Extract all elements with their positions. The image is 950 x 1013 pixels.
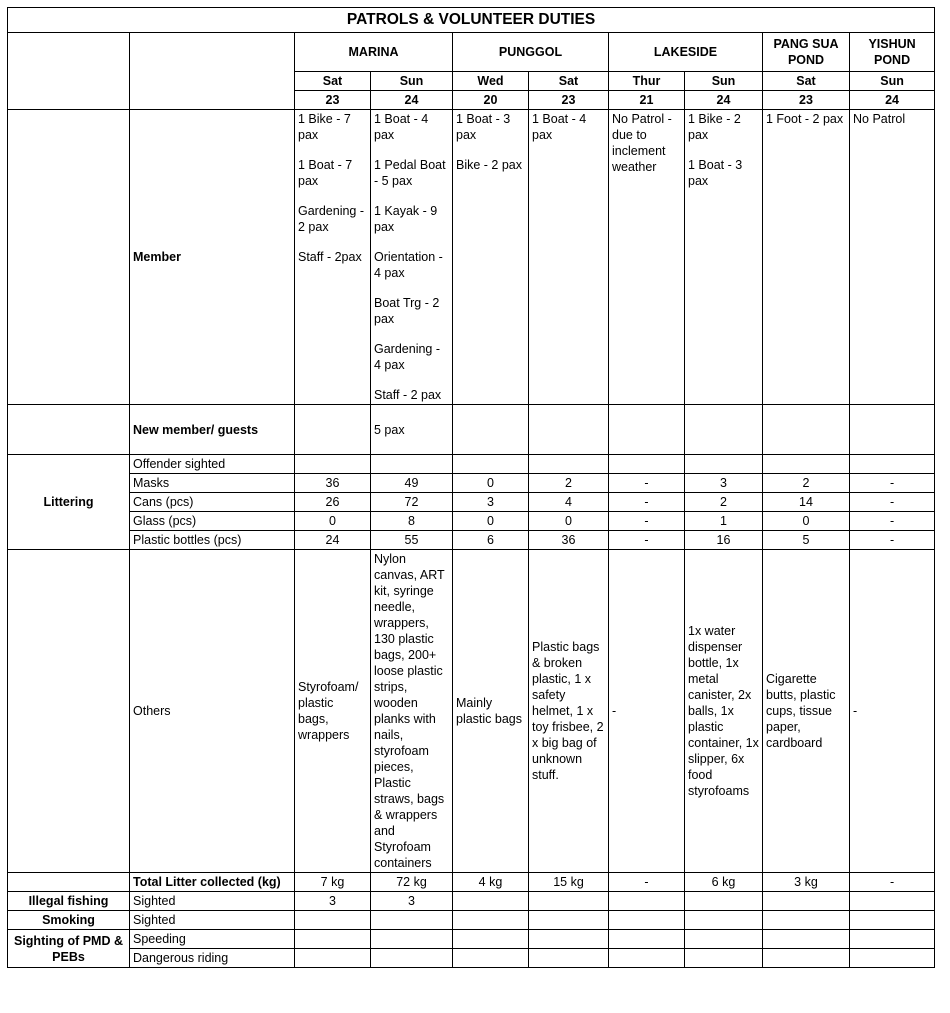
guests-cell <box>609 405 685 455</box>
guests-cell <box>529 405 609 455</box>
day-cell: Sat <box>529 72 609 91</box>
smoking-cell <box>609 911 685 930</box>
smoking-cell <box>453 911 529 930</box>
date-cell: 23 <box>763 91 850 110</box>
others-cell: Plastic bags & broken plastic, 1 x safety helmet, 1 x toy frisbee, 2 x big bag of unknown stuff. <box>529 550 609 873</box>
glass-row <box>8 512 935 531</box>
plastic-bottles-cell: 24 <box>295 531 371 550</box>
day-cell: Sat <box>295 72 371 91</box>
dangerous-riding-cell <box>763 949 850 968</box>
guests-cell <box>763 405 850 455</box>
location-marina: MARINA <box>295 33 453 72</box>
smoking-cell <box>685 911 763 930</box>
dangerous-riding-cell <box>609 949 685 968</box>
smoking-label: Sighted <box>130 911 295 930</box>
member-entry: Bike - 2 pax <box>456 158 523 172</box>
offender-cell <box>609 455 685 474</box>
masks-cell: 0 <box>453 474 529 493</box>
smoking-cell <box>850 911 935 930</box>
glass-cell: 0 <box>529 512 609 531</box>
glass-label: Glass (pcs) <box>130 512 295 531</box>
smoking-section-label: Smoking <box>8 911 130 930</box>
plastic-bottles-label: Plastic bottles (pcs) <box>130 531 295 550</box>
total-litter-cell: 3 kg <box>763 873 850 892</box>
member-cell <box>685 110 763 405</box>
total-litter-row <box>8 873 935 892</box>
offender-label: Offender sighted <box>130 455 295 474</box>
location-pang-sua-pond: PANG SUA POND <box>763 33 850 72</box>
member-entry: 1 Boat - 3 pax <box>688 158 743 188</box>
dangerous-riding-cell <box>850 949 935 968</box>
smoking-cell <box>529 911 609 930</box>
member-entry: Gardening - 4 pax <box>374 342 441 372</box>
glass-cell: 1 <box>685 512 763 531</box>
member-entry: Gardening - 2 pax <box>298 204 365 234</box>
others-cell: Styrofoam/ plastic bags, wrappers <box>295 550 371 873</box>
offender-cell <box>850 455 935 474</box>
header-blank-1 <box>8 33 130 110</box>
guests-cell <box>295 405 371 455</box>
guests-cell <box>850 405 935 455</box>
illegal-fishing-cell <box>453 892 529 911</box>
member-entry: 1 Kayak - 9 pax <box>374 204 438 234</box>
masks-cell: - <box>609 474 685 493</box>
guests-cell <box>685 405 763 455</box>
member-entry: Staff - 2pax <box>298 250 362 264</box>
member-entry: 1 Boat - 4 pax <box>532 112 587 142</box>
plastic-bottles-row <box>8 531 935 550</box>
littering-section-label: Littering <box>8 455 130 550</box>
illegal-fishing-cell: 3 <box>371 892 453 911</box>
plastic-bottles-cell: 55 <box>371 531 453 550</box>
others-cell: Mainly plastic bags <box>453 550 529 873</box>
speeding-cell <box>609 930 685 949</box>
offender-cell <box>529 455 609 474</box>
glass-cell: 8 <box>371 512 453 531</box>
date-cell: 23 <box>529 91 609 110</box>
patrol-report-table <box>7 7 935 968</box>
member-cell <box>371 110 453 405</box>
member-row <box>8 110 935 405</box>
member-entry: Boat Trg - 2 pax <box>374 296 440 326</box>
offender-row <box>8 455 935 474</box>
others-cell: 1x water dispenser bottle, 1x metal canister, 2x balls, 1x plastic container, 1x slipper, 6x food styrofoams <box>685 550 763 873</box>
member-section-blank <box>8 110 130 405</box>
illegal-fishing-cell <box>763 892 850 911</box>
day-cell: Thur <box>609 72 685 91</box>
smoking-cell <box>295 911 371 930</box>
member-entry: No Patrol <box>853 112 906 126</box>
member-cell <box>295 110 371 405</box>
illegal-fishing-label: Sighted <box>130 892 295 911</box>
others-cell: - <box>609 550 685 873</box>
date-cell: 24 <box>371 91 453 110</box>
member-entry: 1 Boat - 7 pax <box>298 158 353 188</box>
member-entry: No Patrol - due to inclement weather <box>612 112 672 174</box>
dangerous-riding-label: Dangerous riding <box>130 949 295 968</box>
day-cell: Wed <box>453 72 529 91</box>
plastic-bottles-cell: - <box>850 531 935 550</box>
pmd-section-label: Sighting of PMD & PEBs <box>8 930 130 968</box>
date-cell: 23 <box>295 91 371 110</box>
illegal-fishing-cell: 3 <box>295 892 371 911</box>
total-litter-cell: - <box>850 873 935 892</box>
location-yishun-pond: YISHUN POND <box>850 33 935 72</box>
glass-cell: - <box>609 512 685 531</box>
others-section-blank <box>8 550 130 873</box>
date-cell: 24 <box>685 91 763 110</box>
total-litter-label: Total Litter collected (kg) <box>130 873 295 892</box>
glass-cell: - <box>850 512 935 531</box>
smoking-cell <box>763 911 850 930</box>
offender-cell <box>295 455 371 474</box>
report-title: PATROLS & VOLUNTEER DUTIES <box>8 8 935 33</box>
cans-cell: 72 <box>371 493 453 512</box>
masks-cell: - <box>850 474 935 493</box>
speeding-row <box>8 930 935 949</box>
speeding-cell <box>295 930 371 949</box>
guests-section-blank <box>8 405 130 455</box>
glass-cell: 0 <box>763 512 850 531</box>
member-entry: 1 Boat - 3 pax <box>456 112 511 142</box>
total-section-blank <box>8 873 130 892</box>
dangerous-riding-cell <box>529 949 609 968</box>
member-entry: 1 Pedal Boat - 5 pax <box>374 158 446 188</box>
cans-cell: - <box>850 493 935 512</box>
total-litter-cell: 4 kg <box>453 873 529 892</box>
total-litter-cell: - <box>609 873 685 892</box>
others-row <box>8 550 935 873</box>
day-cell: Sat <box>763 72 850 91</box>
plastic-bottles-cell: 5 <box>763 531 850 550</box>
member-cell <box>609 110 685 405</box>
cans-cell: 3 <box>453 493 529 512</box>
masks-cell: 36 <box>295 474 371 493</box>
member-cell <box>850 110 935 405</box>
masks-cell: 3 <box>685 474 763 493</box>
masks-cell: 2 <box>763 474 850 493</box>
cans-cell: 4 <box>529 493 609 512</box>
cans-cell: 14 <box>763 493 850 512</box>
cans-cell: 2 <box>685 493 763 512</box>
member-entry: Staff - 2 pax <box>374 388 442 402</box>
total-litter-cell: 7 kg <box>295 873 371 892</box>
offender-cell <box>453 455 529 474</box>
illegal-fishing-cell <box>609 892 685 911</box>
masks-cell: 2 <box>529 474 609 493</box>
member-cell <box>529 110 609 405</box>
member-entry: Orientation - 4 pax <box>374 250 443 280</box>
cans-label: Cans (pcs) <box>130 493 295 512</box>
illegal-fishing-row <box>8 892 935 911</box>
smoking-row <box>8 911 935 930</box>
day-cell: Sun <box>371 72 453 91</box>
member-entry: 1 Boat - 4 pax <box>374 112 429 142</box>
speeding-cell <box>850 930 935 949</box>
date-cell: 21 <box>609 91 685 110</box>
glass-cell: 0 <box>295 512 371 531</box>
dangerous-riding-cell <box>371 949 453 968</box>
cans-cell: 26 <box>295 493 371 512</box>
guests-label: New member/ guests <box>130 405 295 455</box>
offender-cell <box>685 455 763 474</box>
cans-row <box>8 493 935 512</box>
speeding-cell <box>529 930 609 949</box>
guests-cell: 5 pax <box>371 405 453 455</box>
member-cell <box>453 110 529 405</box>
total-litter-cell: 72 kg <box>371 873 453 892</box>
member-entry: 1 Bike - 7 pax <box>298 112 351 142</box>
cans-cell: - <box>609 493 685 512</box>
offender-cell <box>763 455 850 474</box>
date-cell: 20 <box>453 91 529 110</box>
member-entry: 1 Bike - 2 pax <box>688 112 741 142</box>
plastic-bottles-cell: 36 <box>529 531 609 550</box>
others-cell: Nylon canvas, ART kit, syringe needle, wrappers, 130 plastic bags, 200+ loose plastic strips, wooden planks with nails, styrofoam pieces, Plastic straws, bags & wrappers and Styrofoam containers <box>371 550 453 873</box>
member-cell <box>763 110 850 405</box>
member-label: Member <box>130 110 295 405</box>
others-label: Others <box>130 550 295 873</box>
masks-cell: 49 <box>371 474 453 493</box>
plastic-bottles-cell: - <box>609 531 685 550</box>
glass-cell: 0 <box>453 512 529 531</box>
masks-row <box>8 474 935 493</box>
dangerous-riding-row <box>8 949 935 968</box>
total-litter-cell: 6 kg <box>685 873 763 892</box>
offender-cell <box>371 455 453 474</box>
speeding-cell <box>763 930 850 949</box>
day-cell: Sun <box>850 72 935 91</box>
guests-cell <box>453 405 529 455</box>
day-cell: Sun <box>685 72 763 91</box>
date-cell: 24 <box>850 91 935 110</box>
total-litter-cell: 15 kg <box>529 873 609 892</box>
member-entry: 1 Foot - 2 pax <box>766 112 844 126</box>
dangerous-riding-cell <box>295 949 371 968</box>
guests-row <box>8 405 935 455</box>
illegal-fishing-cell <box>850 892 935 911</box>
location-punggol: PUNGGOL <box>453 33 609 72</box>
smoking-cell <box>371 911 453 930</box>
masks-label: Masks <box>130 474 295 493</box>
speeding-cell <box>453 930 529 949</box>
others-cell: Cigarette butts, plastic cups, tissue paper, cardboard <box>763 550 850 873</box>
speeding-label: Speeding <box>130 930 295 949</box>
illegal-fishing-section-label: Illegal fishing <box>8 892 130 911</box>
plastic-bottles-cell: 6 <box>453 531 529 550</box>
dangerous-riding-cell <box>685 949 763 968</box>
header-blank-2 <box>130 33 295 110</box>
plastic-bottles-cell: 16 <box>685 531 763 550</box>
location-lakeside: LAKESIDE <box>609 33 763 72</box>
illegal-fishing-cell <box>685 892 763 911</box>
others-cell: - <box>850 550 935 873</box>
speeding-cell <box>371 930 453 949</box>
speeding-cell <box>685 930 763 949</box>
illegal-fishing-cell <box>529 892 609 911</box>
dangerous-riding-cell <box>453 949 529 968</box>
